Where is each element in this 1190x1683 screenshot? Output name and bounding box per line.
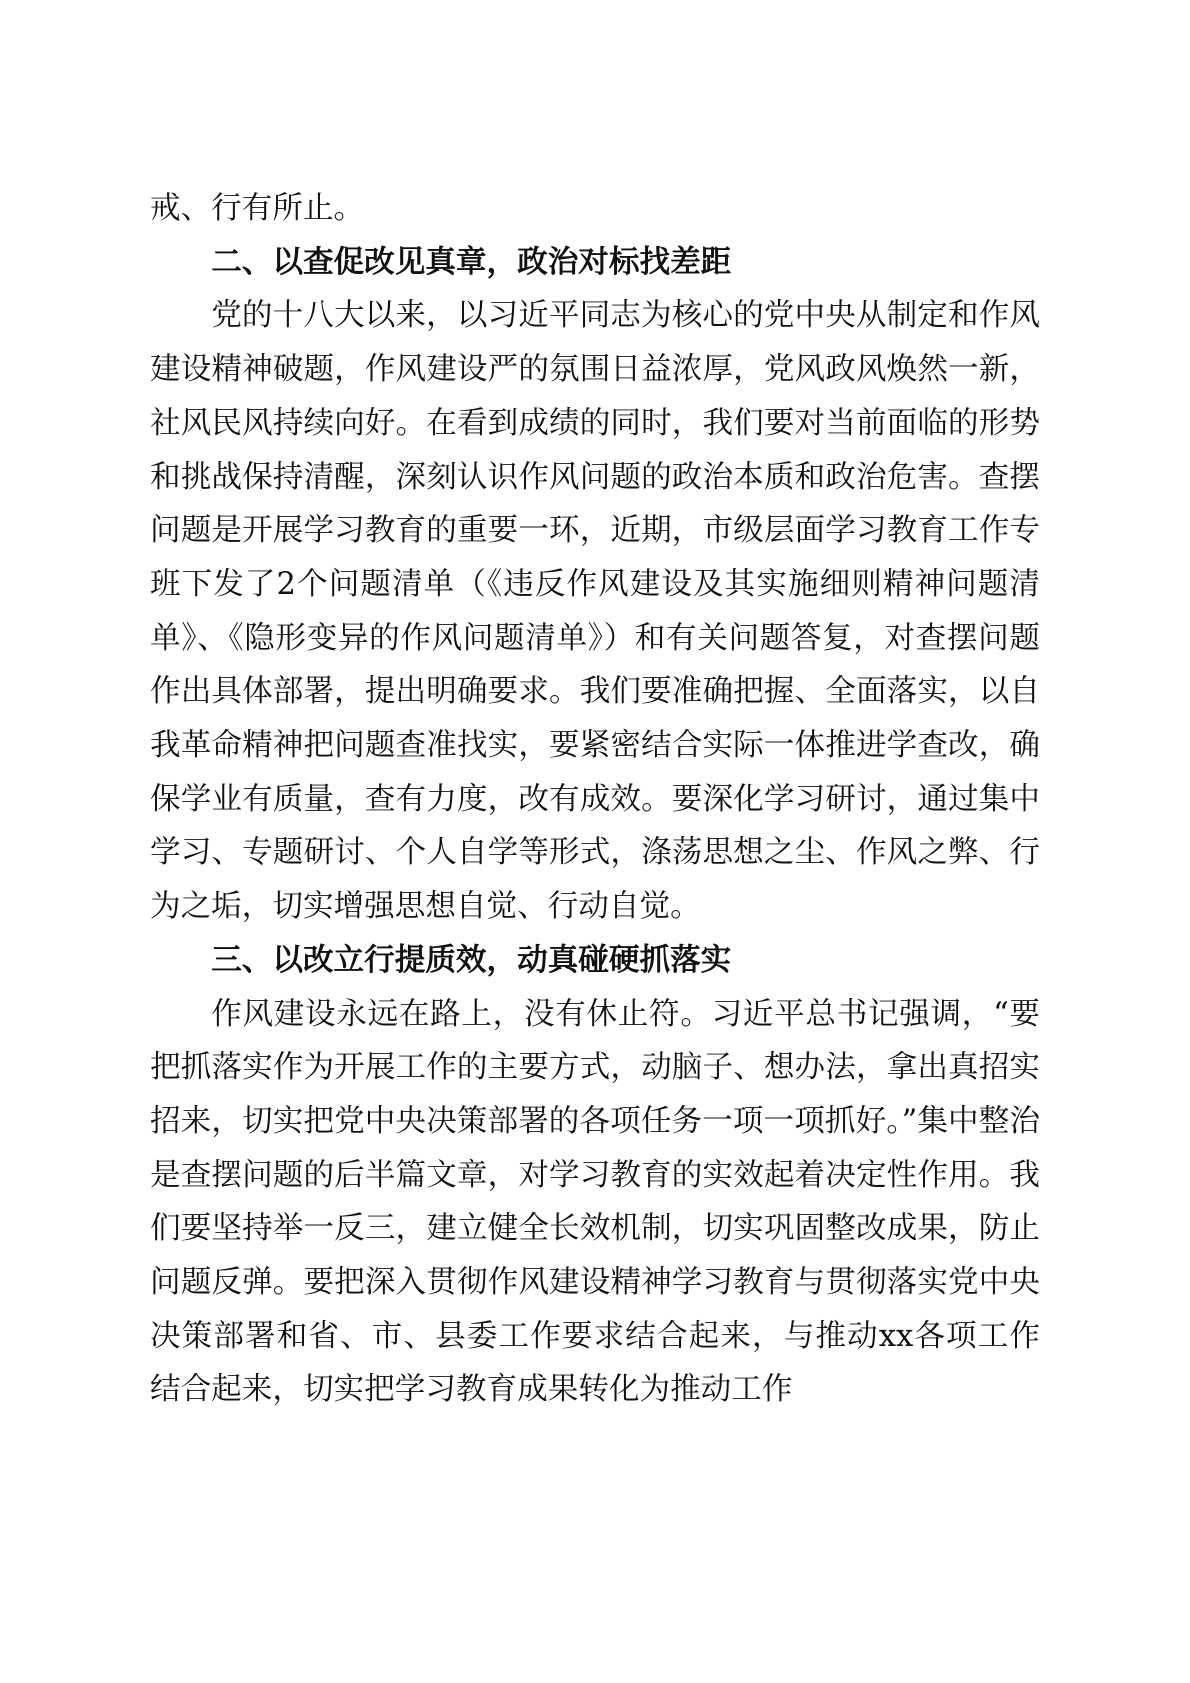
document-body xyxy=(150,182,1040,1417)
section-2-paragraph: 党的十八大以来，以习近平同志为核心的党中央从制定和作风建设精神破题，作风建设严的氛围日益浓厚，党风政风焕然一新，社风民风持续向好。在看到成绩的同时，我们要对当前面临的形势和挑战保持清醒，深刻认识作风问题的政治本质和政治危害。查摆问题是开展学习教育的重要一环，近期，市级层面学习教育工作专班下发了2个问题清单（《违反作风建设及其实施细则精神问题清单》、《隐形变异的作风问题清单》）和有关问题答复，对查摆问题作出具体部署，提出明确要求。我们要准确把握、全面落实，以自我革命精神把问题查准找实，要紧密结合实际一体推进学查改，确保学业有质量，查有力度，改有成效。要深化学习研讨，通过集中学习、专题研讨、个人自学等形式，涤荡思想之尘、作风之弊、行为之垢，切实增强思想自觉、行动自觉。 xyxy=(150,298,1040,925)
continued-paragraph: 戒、行有所止。 xyxy=(150,191,365,226)
section-heading-3: 三、以改立行提质效，动真碰硬抓落实 xyxy=(211,942,732,978)
section-heading-2: 二、以查促改见真章，政治对标找差距 xyxy=(211,244,732,280)
section-3-paragraph: 作风建设永远在路上，没有休止符。习近平总书记强调，“要把抓落实作为开展工作的主要方式，动脑子、想办法，拿出真招实招来，切实把党中央决策部署的各项任务一项一项抓好。”集中整治是查摆问题的后半篇文章，对学习教育的实效起着决定性作用。我们要坚持举一反三，建立健全长效机制，切实巩固整改成果，防止问题反弹。要把深入贯彻作风建设精神学习教育与贯彻落实党中央决策部署和省、市、县委工作要求结合起来，与推动xx各项工作结合起来，切实把学习教育成果转化为推动工作 xyxy=(150,996,1040,1408)
